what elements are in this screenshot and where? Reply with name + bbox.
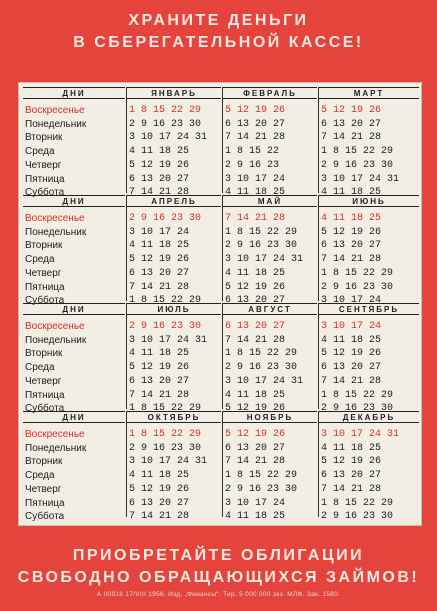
weekday-label: Вторник [25,132,63,144]
date-row: 7 14 21 28 [129,187,190,199]
quarter-block [23,303,419,415]
weekday-label: Среда [25,254,55,266]
date-row: 6 13 20 27 [321,362,382,374]
date-row: 2 9 16 23 30 [129,213,202,224]
date-row: 2 9 16 23 30 [321,281,394,293]
date-row: 1 8 15 22 29 [225,348,298,360]
calendar-sheet [18,82,422,526]
date-row: 4 11 18 25 [225,389,286,401]
weekday-label: Воскресенье [25,429,85,440]
weekday-label: Пятница [25,389,65,401]
date-row: 4 11 18 25 [129,348,190,360]
weekday-label: Среда [25,146,55,158]
date-row: 5 12 19 26 [321,105,382,116]
weekday-label: Вторник [25,240,63,252]
column-divider [222,87,223,193]
month-header: МАРТ [319,87,419,99]
date-row: 2 9 16 23 30 [129,442,202,454]
print-imprint: А 00918 17/VIII 1956. Изд. „Финансы“. Тир. 5 000 000 экз. МЛФ. Зак. 1580. [96,591,341,598]
weekday-label: Среда [25,470,55,482]
date-row: 4 11 18 25 [129,240,190,252]
weekday-label: Суббота [25,187,65,199]
month-header: ФЕВРАЛЬ [223,87,317,99]
date-row: 7 14 21 28 [321,254,382,266]
date-row: 6 13 20 27 [321,118,382,130]
weekday-label: Пятница [25,173,65,185]
date-row: 1 8 15 22 29 [321,497,394,509]
date-row: 4 11 18 25 [225,187,286,199]
date-row: 3 10 17 24 31 [321,429,400,440]
date-row: 5 12 19 26 [225,403,286,415]
month-header: АПРЕЛЬ [127,195,221,207]
days-header: ДНИ [23,87,125,99]
date-row: 5 12 19 26 [321,348,382,360]
date-row: 1 8 15 22 29 [321,389,394,401]
date-row: 5 12 19 26 [129,483,190,495]
date-row: 6 13 20 27 [225,295,286,307]
column-divider [126,411,127,517]
date-row: 7 14 21 28 [129,389,190,401]
quarter-block [23,195,419,307]
date-row: 3 10 17 24 [129,226,190,238]
date-row: 4 11 18 25 [129,146,190,158]
date-row: 2 9 16 23 30 [225,362,298,374]
date-row: 6 13 20 27 [129,497,190,509]
column-divider [222,411,223,517]
date-row: 7 14 21 28 [225,132,286,144]
date-row: 1 8 15 22 29 [321,267,394,279]
month-header: ИЮНЬ [319,195,419,207]
weekday-label: Вторник [25,348,63,360]
date-row: 5 12 19 26 [321,456,382,468]
date-row: 4 11 18 25 [321,442,382,454]
month-header: ОКТЯБРЬ [127,411,221,423]
month-header: НОЯБРЬ [223,411,317,423]
date-row: 6 13 20 27 [129,267,190,279]
quarter-block [23,87,419,199]
date-row: 2 9 16 23 30 [321,159,394,171]
weekday-label: Четверг [25,267,62,279]
weekday-label: Воскресенье [25,105,85,116]
month-header: АВГУСТ [223,303,317,315]
date-row: 4 11 18 25 [321,334,382,346]
bottom-banner-line-1: ПРИОБРЕТАЙТЕ ОБЛИГАЦИИ [72,547,365,564]
date-row: 7 14 21 28 [225,213,286,224]
weekday-label: Пятница [25,281,65,293]
date-row: 6 13 20 27 [225,442,286,454]
date-row: 6 13 20 27 [225,321,286,332]
days-header: ДНИ [23,195,125,207]
column-divider [126,195,127,301]
column-divider [126,87,127,193]
weekday-label: Суббота [25,403,65,415]
date-row: 2 9 16 23 30 [321,403,394,415]
date-row: 1 8 15 22 29 [129,105,202,116]
column-divider [318,411,319,517]
month-header: МАЙ [223,195,317,207]
date-row: 2 9 16 23 30 [129,321,202,332]
date-row: 3 10 17 24 [225,497,286,509]
weekday-label: Понедельник [25,226,87,238]
date-row: 3 10 17 24 [321,295,382,307]
month-header: ИЮЛЬ [127,303,221,315]
date-row: 7 14 21 28 [321,375,382,387]
date-row: 6 13 20 27 [321,240,382,252]
date-row: 7 14 21 28 [321,483,382,495]
date-row: 1 8 15 22 29 [321,146,394,158]
weekday-label: Четверг [25,483,62,495]
weekday-label: Суббота [25,511,65,523]
date-row: 5 12 19 26 [129,254,190,266]
days-header: ДНИ [23,411,125,423]
column-divider [222,195,223,301]
weekday-label: Пятница [25,497,65,509]
weekday-label: Вторник [25,456,63,468]
weekday-label: Воскресенье [25,321,85,332]
date-row: 1 8 15 22 29 [129,403,202,415]
weekday-label: Среда [25,362,55,374]
date-row: 4 11 18 25 [321,187,382,199]
date-row: 6 13 20 27 [321,470,382,482]
date-row: 2 9 16 23 30 [129,118,202,130]
column-divider [318,195,319,301]
top-banner-line-1: ХРАНИТЕ ДЕНЬГИ [128,12,309,29]
date-row: 1 8 15 22 29 [225,470,298,482]
column-divider [222,303,223,409]
date-row: 5 12 19 26 [129,362,190,374]
date-row: 3 10 17 24 31 [129,132,208,144]
date-row: 3 10 17 24 31 [129,456,208,468]
date-row: 2 9 16 23 [225,159,280,171]
date-row: 3 10 17 24 31 [129,334,208,346]
date-row: 1 8 15 22 [225,146,280,158]
date-row: 4 11 18 25 [321,213,382,224]
quarter-block [23,411,419,523]
column-divider [318,87,319,193]
weekday-label: Понедельник [25,334,87,346]
date-row: 3 10 17 24 31 [225,375,304,387]
date-row: 4 11 18 25 [225,511,286,523]
date-row: 5 12 19 26 [225,105,286,116]
top-banner [0,10,437,54]
date-row: 7 14 21 28 [225,456,286,468]
date-row: 3 10 17 24 [225,173,286,185]
weekday-label: Воскресенье [25,213,85,224]
date-row: 5 12 19 26 [321,226,382,238]
date-row: 7 14 21 28 [129,281,190,293]
date-row: 7 14 21 28 [225,334,286,346]
weekday-label: Понедельник [25,442,87,454]
bottom-banner-line-2: СВОБОДНО ОБРАЩАЮЩИХСЯ ЗАЙМОВ! [17,569,420,586]
date-row: 1 8 15 22 29 [225,226,298,238]
column-divider [126,303,127,409]
weekday-label: Четверг [25,375,62,387]
weekday-label: Четверг [25,159,62,171]
date-row: 5 12 19 26 [225,281,286,293]
date-row: 1 8 15 22 29 [129,429,202,440]
weekday-label: Суббота [25,295,65,307]
date-row: 1 8 15 22 29 [129,295,202,307]
date-row: 4 11 18 25 [225,267,286,279]
date-row: 6 13 20 27 [129,375,190,387]
date-row: 5 12 19 26 [129,159,190,171]
date-row: 3 10 17 24 31 [225,254,304,266]
date-row: 7 14 21 28 [321,132,382,144]
date-row: 3 10 17 24 31 [321,173,400,185]
weekday-label: Понедельник [25,118,87,130]
month-header: ДЕКАБРЬ [319,411,419,423]
date-row: 6 13 20 27 [129,173,190,185]
date-row: 2 9 16 23 30 [225,240,298,252]
date-row: 7 14 21 28 [129,511,190,523]
date-row: 2 9 16 23 30 [321,511,394,523]
month-header: СЕНТЯБРЬ [319,303,419,315]
date-row: 3 10 17 24 [321,321,382,332]
date-row: 4 11 18 25 [129,470,190,482]
top-banner-line-2: В СБЕРЕГАТЕЛЬНОЙ КАССЕ! [73,34,364,51]
date-row: 5 12 19 26 [225,429,286,440]
date-row: 6 13 20 27 [225,118,286,130]
days-header: ДНИ [23,303,125,315]
date-row: 2 9 16 23 30 [225,483,298,495]
month-header: ЯНВАРЬ [127,87,221,99]
column-divider [318,303,319,409]
bottom-banner [0,545,437,589]
